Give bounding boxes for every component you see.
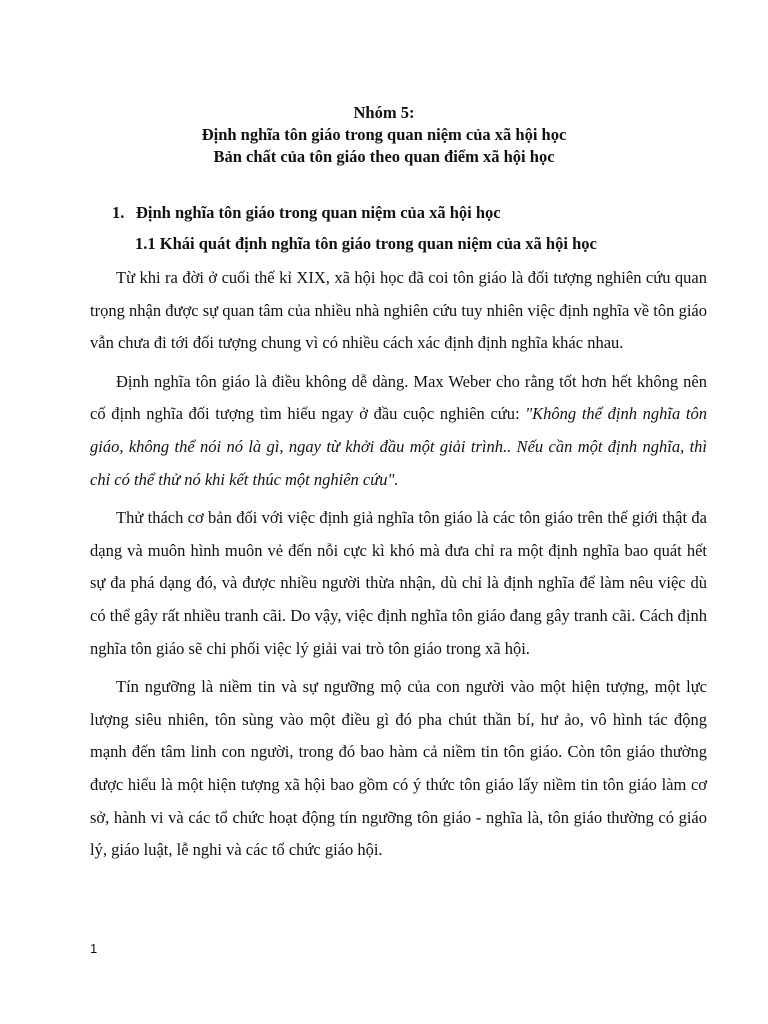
page-number: 1 — [90, 941, 98, 956]
document-title: Định nghĩa tôn giáo trong quan niệm của xã hội học — [201, 125, 567, 144]
group-label: Nhóm 5: — [353, 103, 415, 122]
subsection-heading-1-1: 1.1 Khái quát định nghĩa tôn giáo trong quan niệm của xã hội học — [135, 234, 597, 253]
document-subtitle: Bản chất của tôn giáo theo quan điểm xã hội học — [213, 147, 555, 166]
section-heading-1 — [112, 203, 501, 223]
paragraph-2 — [90, 366, 707, 496]
paragraph-1: Từ khi ra đời ở cuối thế kỉ XIX, xã hội học đã coi tôn giáo là đối tượng nghiên cứu quan trọng nhận được sự quan tâm của nhiều nhà nghiên cứu tuy nhiên việc định nghĩa về tôn giáo vẫn chưa đi tới đối tượng chung vì có nhiều cách xác định định nghĩa khác nhau. — [90, 268, 707, 353]
weber-quote: "Không thể định nghĩa tôn giáo, không thể nói nó là gì, ngay từ khởi đầu một giải trình.. Nếu cần một định nghĩa, thì chỉ có thể thử nó khi kết thúc một nghiên cứu". — [90, 404, 707, 489]
body-text — [90, 262, 707, 873]
section-title: Định nghĩa tôn giáo trong quan niệm của xã hội học — [136, 203, 501, 222]
document-header — [0, 102, 768, 168]
paragraph-2-text: Định nghĩa tôn giáo là điều không dễ dàng. Max Weber cho rằng tốt hơn hết không nên cố định nghĩa đối tượng tìm hiểu ngay ở đầu cuộc nghiên cứu: — [90, 371, 707, 424]
paragraph-4: Tín ngưỡng là niềm tin và sự ngưỡng mộ của con người vào một hiện tượng, một lực lượng siêu nhiên, tôn sùng vào một điều gì đó pha chút thần bí, hư ảo, vô hình tác động mạnh đến tâm linh con người, trong đó bao hàm cả niềm tin tôn giáo. Còn tôn giáo thường được hiểu là một hiện tượng xã hội bao gồm có ý thức tôn giáo lấy niềm tin tôn giáo làm cơ sở, hành vi và các tổ chức hoạt động tín ngưỡng tôn giáo - nghĩa là, tôn giáo thường có giáo lý, giáo luật, lễ nghi và các tổ chức giáo hội. — [90, 677, 707, 860]
section-number: 1. — [112, 203, 125, 222]
paragraph-3: Thử thách cơ bản đối với việc định giả nghĩa tôn giáo là các tôn giáo trên thế giới thật đa dạng và muôn hình muôn vẻ đến nỗi cực kì khó mà đưa chỉ ra một định nghĩa bao quát hết sự đa phá dạng đó, và được nhiều người thừa nhận, dù chỉ là định nghĩa để làm nêu việc dù có thể gây rất nhiều tranh cãi. Do vậy, việc định nghĩa tôn giáo đang gây tranh cãi. Cách định nghĩa tôn giáo sẽ chi phối việc lý giải vai trò tôn giáo trong xã hội. — [90, 508, 707, 658]
